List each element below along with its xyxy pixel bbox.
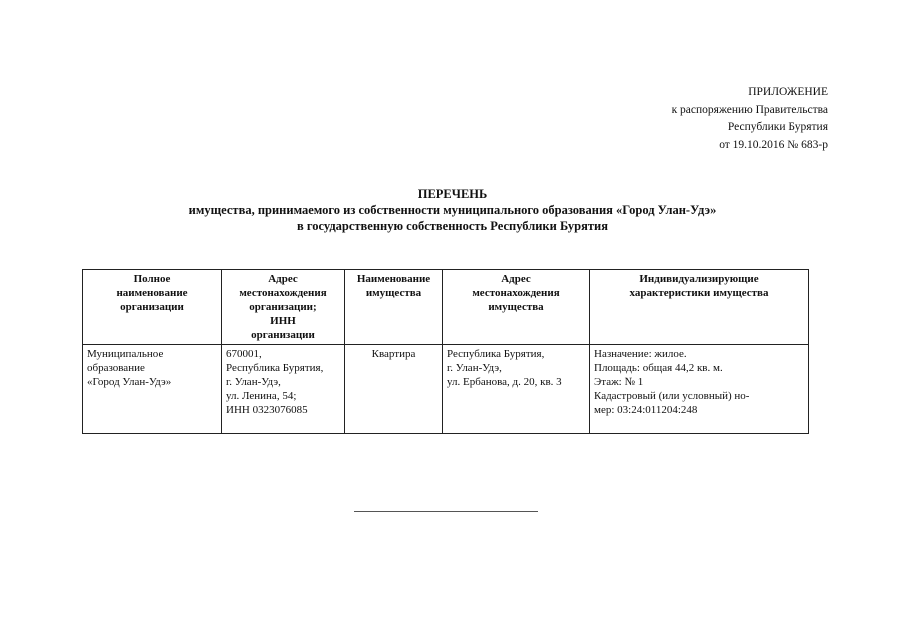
header-property-name: Наименование имущества <box>345 270 443 345</box>
appendix-line-1: к распоряжению Правительства <box>671 103 828 116</box>
table-row <box>83 345 809 434</box>
heading-line-2: в государственную собственность Республики Бурятия <box>296 219 608 233</box>
property-table <box>82 269 809 434</box>
appendix-line-3: от 19.10.2016 № 683-р <box>719 138 828 151</box>
header-property-characteristics: Индивидуализирующие характеристики имущества <box>590 270 809 345</box>
appendix-block <box>672 84 828 154</box>
document-heading <box>0 186 905 234</box>
cell-property-characteristics: Назначение: жилое. Площадь: общая 44,2 кв. м. Этаж: № 1 Кадастровый (или условный) но- мер: 03:24:011204:248 <box>590 345 809 434</box>
header-property-address: Адрес местонахождения имущества <box>443 270 590 345</box>
cell-organization-name: Муниципальное образование «Город Улан-Удэ» <box>83 345 222 434</box>
heading-title: ПЕРЕЧЕНЬ <box>417 187 488 201</box>
header-organization-name: Полное наименование организации <box>83 270 222 345</box>
header-organization-address: Адрес местонахождения организации; ИНН организации <box>222 270 345 345</box>
table-header-row <box>83 270 809 345</box>
appendix-title: ПРИЛОЖЕНИЕ <box>748 86 828 98</box>
heading-line-1: имущества, принимаемого из собственности муниципального образования «Город Улан-Удэ» <box>188 203 717 217</box>
cell-organization-address: 670001, Республика Бурятия, г. Улан-Удэ, ул. Ленина, 54; ИНН 0323076085 <box>222 345 345 434</box>
closing-divider <box>354 511 538 512</box>
appendix-line-2: Республики Бурятия <box>727 121 828 133</box>
cell-property-name: Квартира <box>345 345 443 434</box>
cell-property-address: Республика Бурятия, г. Улан-Удэ, ул. Ербанова, д. 20, кв. 3 <box>443 345 590 434</box>
